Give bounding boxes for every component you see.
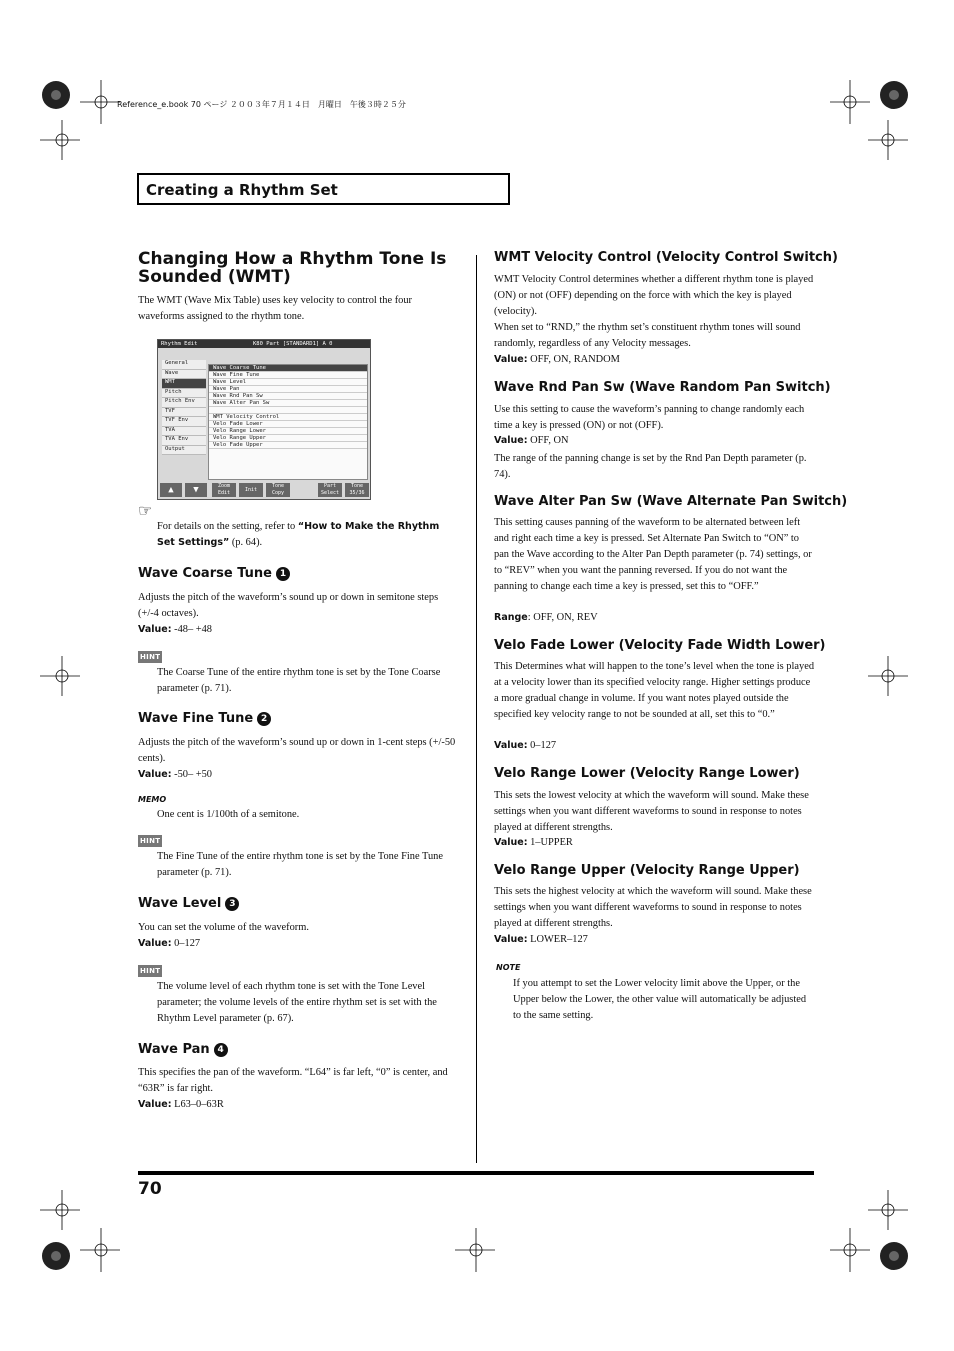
lcd-side-item[interactable]: Output (162, 446, 206, 456)
lcd-row[interactable]: Wave Fine Tune (209, 372, 367, 379)
note-icon: NOTE (496, 963, 521, 972)
lcd-sidebar (162, 360, 206, 455)
lcd-row[interactable]: Velo Range Upper (209, 435, 367, 442)
pan-text: This specifies the pan of the waveform. “L64” is far left, “0” is center, and “63R” is far right. (138, 1067, 448, 1094)
memo-icon: MEMO (138, 795, 167, 804)
lcd-row[interactable]: Wave Rnd Pan Sw (209, 393, 367, 400)
intro-text: The WMT (Wave Mix Table) uses key velocity to control the four waveforms assigned to the rhythm tone. (138, 295, 413, 322)
lcd-btn-zoom[interactable]: Zoom Edit (212, 483, 236, 497)
number-badge-icon: 3 (225, 897, 239, 911)
coarse-title: Wave Coarse Tune (138, 566, 272, 581)
lcd-title: Rhythm Edit (161, 341, 198, 347)
lcd-btn-init[interactable]: Init (239, 483, 263, 497)
lcd-side-item[interactable]: Pitch Env (162, 398, 206, 408)
pointing-hand-icon: ☞ (138, 503, 153, 520)
alter-text: This setting causes panning of the waveform to be alternated between left and right each time a key is pressed. Set Alternate Pan Switch to “ON” to pan the Wave according to the Alter Pan Depth parameter (p. 74) settings, or to “REV” when you want the panning reversed. If you do not want the panning to change each time a key is pressed, set this to “OFF.” (494, 517, 812, 592)
coarse-heading (138, 566, 290, 581)
lower-value (494, 835, 573, 851)
lcd-side-item[interactable]: TVA (162, 427, 206, 437)
down-arrow-icon[interactable]: ▼ (185, 483, 207, 497)
up-arrow-icon[interactable]: ▲ (160, 483, 182, 497)
value-text: : OFF, ON, REV (527, 612, 598, 623)
value-label: Value: (494, 435, 528, 446)
page-number: 70 (138, 1179, 162, 1199)
lcd-row[interactable]: Wave Pan (209, 386, 367, 393)
coarse-value (138, 622, 212, 638)
wmt-heading: WMT Velocity Control (Velocity Control Switch) (494, 250, 838, 265)
lcd-row[interactable]: Velo Range Lower (209, 428, 367, 435)
value-label: Range (494, 612, 528, 623)
wmt-text1: WMT Velocity Control determines whether a different rhythm tone is played (ON) or not (OFF) depending on the force with which the key is played (velocity). (494, 274, 814, 317)
fine-hint: The Fine Tune of the entire rhythm tone is set by the Tone Fine Tune parameter (p. 71). (157, 851, 443, 878)
lcd-row[interactable]: Wave Alter Pan Sw (209, 400, 367, 407)
upper-note: If you attempt to set the Lower velocity limit above the Upper, or the Upper below the Lower, the other value will automatically be adjusted to the same setting. (513, 978, 807, 1021)
lcd-row[interactable]: Wave Level (209, 379, 367, 386)
value-label: Value: (494, 740, 528, 751)
value-text: OFF, ON, RANDOM (527, 354, 620, 365)
reference-note (157, 519, 457, 551)
rnd-text2: The range of the panning change is set by the Rnd Pan Depth parameter (p. 74). (494, 453, 807, 480)
lcd-side-item[interactable]: TVF Env (162, 417, 206, 427)
value-label: Value: (138, 1099, 172, 1110)
value-label: Value: (494, 934, 528, 945)
fine-heading (138, 711, 271, 726)
lcd-row[interactable]: WMT Velocity Control (209, 414, 367, 421)
pan-heading (138, 1042, 228, 1057)
hint-icon: HINT (140, 837, 161, 845)
fade-heading: Velo Fade Lower (Velocity Fade Width Lower) (494, 638, 826, 653)
number-badge-icon: 4 (214, 1043, 228, 1057)
value-text: OFF, ON (527, 435, 569, 446)
number-badge-icon: 2 (257, 712, 271, 726)
wmt-value (494, 352, 620, 368)
lcd-top-right: K80 Part [STANDARD1] A 0 (253, 341, 333, 347)
lcd-param-grid (208, 364, 368, 480)
reference-suffix: (p. 64). (229, 536, 263, 548)
upper-value (494, 932, 588, 948)
alter-value (494, 610, 598, 626)
alter-heading: Wave Alter Pan Sw (Wave Alternate Pan Switch) (494, 494, 848, 509)
footer-rule (138, 1171, 814, 1175)
pan-title: Wave Pan (138, 1042, 210, 1057)
lcd-row[interactable]: Velo Fade Lower (209, 421, 367, 428)
value-text: 0–127 (171, 938, 201, 949)
value-label: Value: (494, 837, 528, 848)
upper-text: This sets the highest velocity at which the waveform will sound. Make these settings when you want different waveforms to sound in response to notes played at different strengths. (494, 886, 812, 929)
lcd-row[interactable]: Velo Fade Upper (209, 442, 367, 449)
hint-icon: HINT (140, 967, 161, 975)
rnd-value (494, 433, 569, 449)
lcd-side-item[interactable]: Wave (162, 370, 206, 380)
print-header: Reference_e.book 70 ページ ２００３年７月１４日 月曜日 午後３時２５分 (117, 100, 406, 109)
lcd-row[interactable] (209, 407, 367, 414)
value-text: 1–UPPER (527, 837, 573, 848)
lcd-btn-tone-copy[interactable]: Tone Copy (266, 483, 290, 497)
fine-value (138, 767, 212, 783)
rnd-text1: Use this setting to cause the waveform’s panning to change randomly each time a key is pressed (ON) or not (OFF). (494, 404, 805, 431)
pan-value (138, 1097, 224, 1113)
hint-icon: HINT (140, 653, 161, 661)
level-text: You can set the volume of the waveform. (138, 922, 309, 933)
lcd-btn-part-select[interactable]: Part Select (318, 483, 342, 497)
fine-title: Wave Fine Tune (138, 711, 254, 726)
lcd-screenshot (157, 339, 371, 500)
value-text: LOWER–127 (527, 934, 588, 945)
lcd-side-item[interactable]: WMT (162, 379, 206, 389)
column-divider (476, 255, 477, 1163)
wmt-text2: When set to “RND,” the rhythm set’s constituent rhythm tones will sound randomly, regardless of any Velocity messages. (494, 322, 801, 349)
value-label: Value: (138, 624, 172, 635)
lcd-titlebar (158, 340, 370, 348)
fade-text: This Determines what will happen to the tone’s level when the tone is played at a velocity lower than its specified velocity range. Higher settings produce a more gradual change in volume. If you want notes played outside the specified key velocity range to not be sounded at all, set this to “0.” (494, 661, 815, 720)
value-text: L63–0–63R (171, 1099, 224, 1110)
value-text: -48– +48 (171, 624, 213, 635)
lcd-row[interactable]: Wave Coarse Tune (209, 365, 367, 372)
lcd-side-item[interactable]: TVA Env (162, 436, 206, 446)
lcd-side-item[interactable]: Pitch (162, 389, 206, 399)
coarse-hint: The Coarse Tune of the entire rhythm tone is set by the Tone Coarse parameter (p. 71). (157, 667, 441, 694)
level-value (138, 936, 200, 952)
upper-heading: Velo Range Upper (Velocity Range Upper) (494, 863, 800, 878)
rnd-heading: Wave Rnd Pan Sw (Wave Random Pan Switch) (494, 380, 831, 395)
value-label: Value: (138, 938, 172, 949)
main-heading: Changing How a Rhythm Tone Is Sounded (WMT) (138, 249, 447, 287)
fine-memo: One cent is 1/100th of a semitone. (157, 809, 300, 820)
level-title: Wave Level (138, 896, 222, 911)
value-text: -50– +50 (171, 769, 213, 780)
reference-link[interactable]: “How to Make the Rhythm Set Settings” (157, 521, 440, 548)
lower-heading: Velo Range Lower (Velocity Range Lower) (494, 766, 800, 781)
coarse-text: Adjusts the pitch of the waveform’s sound up or down in semitone steps (+/-4 octaves). (138, 592, 439, 619)
fade-value (494, 738, 556, 754)
level-heading (138, 896, 239, 911)
section-title-box (137, 173, 510, 205)
lower-text: This sets the lowest velocity at which the waveform will sound. Make these settings when you want different waveforms to sound in response to notes played at different strengths. (494, 790, 809, 833)
lcd-button-bar (158, 482, 370, 499)
value-label: Value: (494, 354, 528, 365)
reference-prefix: For details on the setting, refer to (157, 521, 298, 532)
fine-text: Adjusts the pitch of the waveform’s sound up or down in 1-cent steps (+/-50 cents). (138, 737, 456, 764)
section-title: Creating a Rhythm Set (146, 181, 338, 199)
value-label: Value: (138, 769, 172, 780)
value-text: 0–127 (527, 740, 557, 751)
level-hint: The volume level of each rhythm tone is set with the Tone Level parameter; the volume levels of the entire rhythm set is set with the Rhythm Level parameter (p. 67). (157, 981, 437, 1024)
lcd-btn-tone[interactable]: Tone 35/36 (345, 483, 369, 497)
number-badge-icon: 1 (276, 567, 290, 581)
lcd-side-item[interactable]: TVF (162, 408, 206, 418)
lcd-side-item[interactable]: General (162, 360, 206, 370)
